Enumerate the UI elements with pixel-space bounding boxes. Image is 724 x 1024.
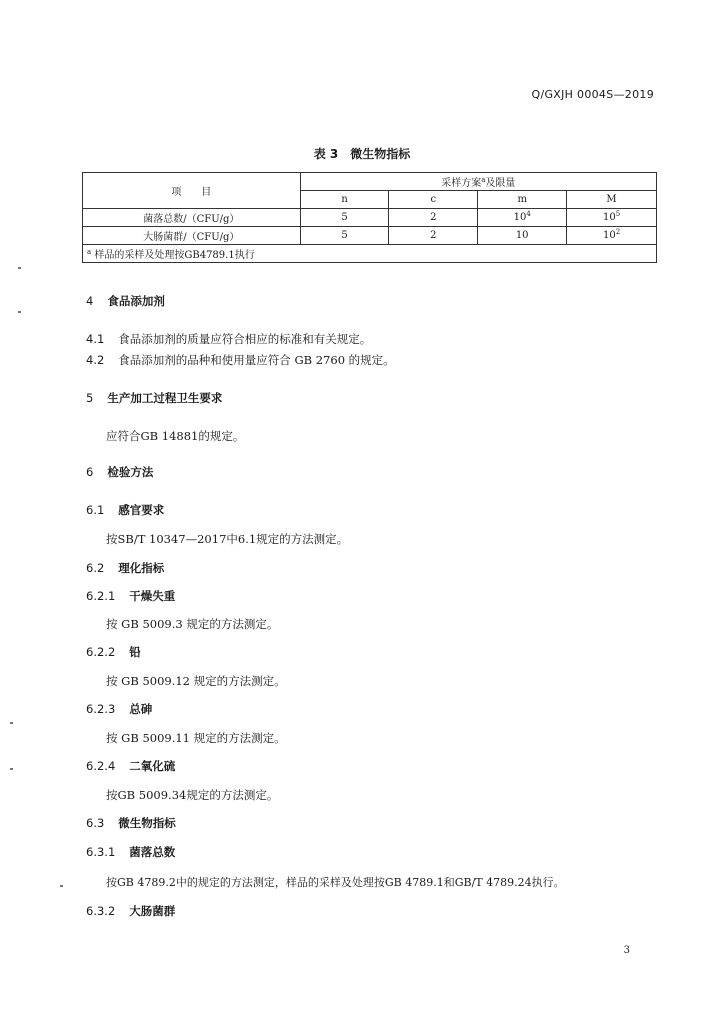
section-6-2-2-heading: 6.2.2 铅	[86, 645, 141, 659]
row-n: 5	[300, 209, 389, 227]
col-n-header: n	[300, 191, 389, 209]
section-6-2-4-heading: 6.2.4 二氧化硫	[86, 759, 176, 773]
section-5-heading: 5 生产加工过程卫生要求	[86, 391, 223, 405]
row-M: $10^2$	[567, 227, 657, 245]
standard-code: Q/GXJH 0004S—2019	[531, 88, 654, 101]
scan-mark	[60, 885, 63, 887]
section-6-1-heading: 6.1 感官要求	[86, 503, 165, 517]
section-6-3-1-text: 按GB 4789.2中的规定的方法测定，样品的采样及处理按GB 4789.1和GB/T 4789.24执行。	[106, 876, 565, 889]
row-item: 菌落总数/（CFU/g）	[83, 209, 301, 227]
row-item: 大肠菌群/（CFU/g）	[83, 227, 301, 245]
col-M-header: M	[567, 191, 657, 209]
item-header: 项 目	[83, 173, 301, 209]
section-6-2-2-text: 按 GB 5009.12 规定的方法测定。	[106, 674, 286, 688]
row-M: $10^5$	[567, 209, 657, 227]
section-4-heading: 4 食品添加剂	[86, 294, 165, 308]
table-row	[83, 209, 657, 227]
section-6-heading: 6 检验方法	[86, 465, 154, 479]
section-6-2-1-text: 按 GB 5009.3 规定的方法测定。	[106, 617, 279, 631]
section-6-3-2-heading: 6.3.2 大肠菌群	[86, 904, 176, 918]
section-6-2-3-text: 按 GB 5009.11 规定的方法测定。	[106, 731, 286, 745]
section-6-2-3-heading: 6.2.3 总砷	[86, 702, 153, 716]
sampling-header: 采样方案$^a$及限量	[300, 173, 656, 191]
table-row	[83, 227, 657, 245]
table-caption: 表 3 微生物指标	[313, 147, 411, 161]
row-m: $10^4$	[478, 209, 567, 227]
scan-mark	[10, 722, 13, 724]
clause-4-2: 4.2 食品添加剂的品种和使用量应符合 GB 2760 的规定。	[86, 353, 395, 367]
scan-mark	[10, 768, 13, 770]
row-m: 10	[478, 227, 567, 245]
section-5-text: 应符合GB 14881的规定。	[106, 429, 245, 443]
row-c: 2	[389, 209, 478, 227]
section-6-2-1-heading: 6.2.1 干燥失重	[86, 589, 176, 603]
col-c-header: c	[389, 191, 478, 209]
col-m-header: m	[478, 191, 567, 209]
section-6-3-heading: 6.3 微生物指标	[86, 816, 176, 830]
scan-mark	[18, 311, 21, 313]
page-number: 3	[623, 945, 630, 956]
section-6-1-text: 按SB/T 10347—2017中6.1规定的方法测定。	[106, 532, 349, 546]
row-c: 2	[389, 227, 478, 245]
clause-4-1: 4.1 食品添加剂的质量应符合相应的标准和有关规定。	[86, 332, 372, 346]
table-footnote: $^a$ 样品的采样及处理按GB4789.1执行	[83, 245, 657, 263]
section-6-2-4-text: 按GB 5009.34规定的方法测定。	[106, 788, 279, 802]
row-n: 5	[300, 227, 389, 245]
microbial-table	[82, 172, 657, 263]
section-6-2-heading: 6.2 理化指标	[86, 561, 165, 575]
scan-mark	[18, 267, 21, 269]
section-6-3-1-heading: 6.3.1 菌落总数	[86, 845, 176, 859]
